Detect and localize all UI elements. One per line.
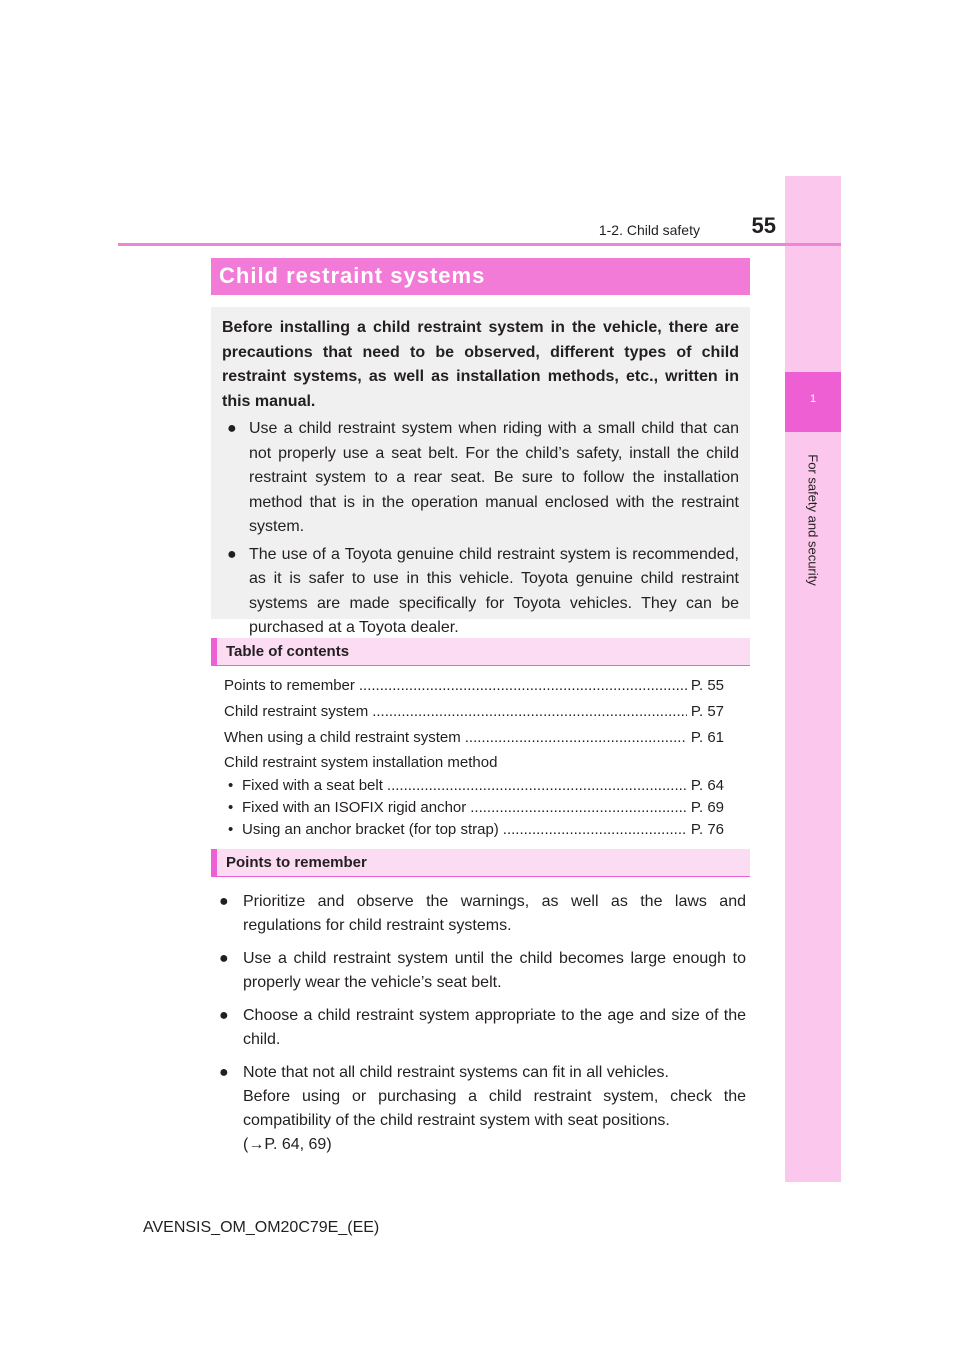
toc-sub-item[interactable]: [224, 818, 724, 840]
toc-sub-item-page: P. 69: [690, 798, 724, 816]
intro-bullet-text: The use of a Toyota genuine child restraint system is recommended, as it is safer to use in this vehicle. Toyota genuine child restraint systems are made specifically for Toyota vehicles. They can be purchased at a Toyota dealer.: [249, 545, 739, 636]
toc-item-page: P. 57: [690, 702, 724, 720]
toc-leader-dots: [470, 799, 687, 816]
point-text: Choose a child restraint system appropriate to the age and size of the child.: [243, 1007, 746, 1048]
toc-leader-dots: [387, 777, 687, 794]
toc-sub-item-label: Fixed with a seat belt: [242, 776, 383, 794]
page-reference-link[interactable]: (→P. 64, 69): [243, 1136, 332, 1153]
toc-leader-dots: [372, 703, 687, 720]
toc-item[interactable]: [224, 724, 724, 750]
section-label: 1-2. Child safety: [598, 222, 700, 238]
bullet-icon: ●: [227, 420, 237, 437]
point-text: Note that not all child restraint systems can fit in all vehicles.: [243, 1064, 669, 1081]
page-title: Child restraint systems: [211, 258, 750, 295]
toc-leader-dots: [503, 821, 687, 838]
sub-bullet-icon: •: [228, 820, 234, 838]
toc-sub-item[interactable]: [224, 796, 724, 818]
toc-item-page: P. 55: [690, 676, 724, 694]
intro-bullet: [222, 543, 739, 641]
toc-item-label: Points to remember: [224, 676, 355, 694]
toc-group: [224, 752, 724, 840]
footer-code: AVENSIS_OM_OM20C79E_(EE): [143, 1219, 380, 1236]
points-list: [219, 890, 746, 1166]
intro-bullet-text: Use a child restraint system when riding with a small child that can not properly use a seat belt. For the child’s safety, install the child restraint system to a rear seat. Be sure to follow the installation method that is in the operation manual enclosed with the restraint system.: [249, 420, 739, 535]
intro-bullet: [222, 417, 739, 540]
toc-item[interactable]: [224, 698, 724, 724]
list-item: [219, 1004, 746, 1052]
list-item: [219, 1061, 746, 1157]
toc-item-label: When using a child restraint system: [224, 728, 461, 746]
toc-leader-dots: [465, 729, 687, 746]
point-text: Use a child restraint system until the child becomes large enough to properly wear the vehicle’s seat belt.: [243, 950, 746, 991]
chapter-label: For safety and security: [805, 454, 821, 586]
toc-heading: Table of contents: [211, 638, 750, 666]
point-extra-text: Before using or purchasing a child restraint system, check the compatibility of the child restraint system with seat positions.: [243, 1088, 746, 1129]
bullet-icon: ●: [227, 545, 237, 563]
chapter-number: 1: [809, 393, 817, 405]
bullet-icon: ●: [219, 950, 229, 967]
toc-sub-item[interactable]: [224, 774, 724, 796]
point-text-block: [243, 1061, 746, 1157]
toc-sub-item-page: P. 76: [690, 820, 724, 838]
bullet-icon: ●: [219, 1007, 229, 1024]
list-item: [219, 947, 746, 995]
sub-bullet-icon: •: [228, 776, 234, 794]
page-number: 55: [751, 213, 776, 238]
toc-group-title: Child restraint system installation method: [224, 754, 498, 771]
header-divider: [118, 243, 841, 246]
toc-sub-item-label: Fixed with an ISOFIX rigid anchor: [242, 798, 467, 816]
toc-item-label: Child restraint system: [224, 702, 369, 720]
intro-box: [211, 307, 750, 636]
toc-item-page: P. 61: [690, 728, 724, 746]
list-item: [219, 890, 746, 938]
point-text: Prioritize and observe the warnings, as well as the laws and regulations for child restraint systems.: [243, 893, 746, 934]
intro-lead: Before installing a child restraint system in the vehicle, there are precautions that need to be observed, different types of child restraint systems, as well as installation methods, etc., written in this manual.: [222, 319, 739, 410]
points-heading: Points to remember: [211, 849, 750, 877]
toc-item[interactable]: [224, 672, 724, 698]
toc-sub-item-page: P. 64: [690, 776, 724, 794]
table-of-contents: [224, 672, 724, 840]
toc-leader-dots: [359, 677, 687, 694]
chapter-side-tab: [785, 176, 841, 1182]
bullet-icon: ●: [219, 1064, 229, 1081]
sub-bullet-icon: •: [228, 798, 234, 816]
bullet-icon: ●: [219, 893, 229, 910]
toc-sub-item-label: Using an anchor bracket (for top strap): [242, 820, 499, 838]
